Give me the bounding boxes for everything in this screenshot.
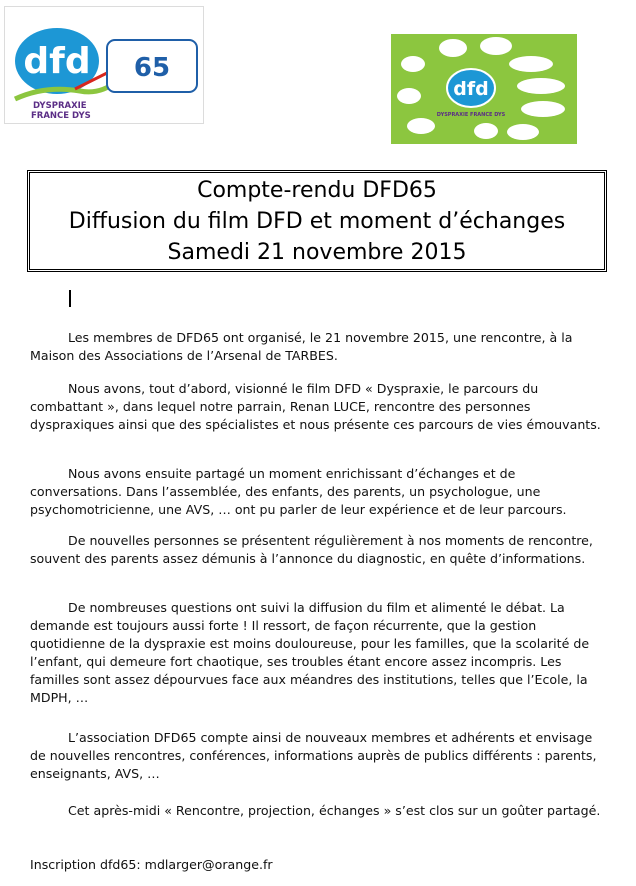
dfd-poster-image — [391, 34, 577, 144]
paragraph — [30, 329, 602, 365]
paragraph-text: Les membres de DFD65 ont organisé, le 21 novembre 2015, une rencontre, à la Maison des Associations de l’Arsenal de TARBES. — [30, 330, 573, 363]
paragraph-text: Nous avons, tout d’abord, visionné le film DFD « Dyspraxie, le parcours du combattant », dans lequel notre parrain, Renan LUCE, rencontre des personnes dyspraxiques ainsi que des spécialistes et nous présente ces parcours de vies émouvants. — [30, 381, 601, 432]
title-line-2: Diffusion du film DFD et moment d’échanges — [68, 209, 566, 234]
paragraph-text: Nous avons ensuite partagé un moment enrichissant d’échanges et de conversations. Dans l’assemblée, des enfants, des parents, un psychologue, une psychomotricienne, une AVS, … ont pu parler de leur expérience et de leur parcours. — [30, 466, 567, 517]
title-line-1: Compte-rendu DFD65 — [197, 178, 437, 203]
dfd65-logo — [4, 6, 204, 124]
paragraph-text: De nouvelles personnes se présentent régulièrement à nos moments de rencontre, souvent des parents assez démunis à l’annonce du diagnostic, en quête d’informations. — [30, 533, 593, 566]
paragraph — [30, 380, 602, 434]
logo-monogram: dfd — [23, 41, 91, 82]
paragraph — [30, 599, 602, 707]
logo-tagline-2: FRANCE DYS — [31, 111, 91, 121]
paragraph-text: De nombreuses questions ont suivi la diffusion du film et alimenté le débat. La demande est toujours aussi forte ! Il ressort, de façon récurrente, que la gestion quotidienne de la dyspraxie est moins douloureuse, pour les familles, que la scolarité de l’enfant, qui demeure fort chaotique, ses troubles étant encore assez incompris. Les familles sont assez dépourvues face aux méandres des institutions, telles que l’Ecole, la MDPH, … — [30, 600, 590, 705]
logo-badge: 65 — [133, 53, 171, 83]
title-box — [27, 170, 607, 272]
logo-tagline-1: DYSPRAXIE — [33, 101, 87, 111]
paragraph — [30, 802, 602, 820]
paragraph-text: L’association DFD65 compte ainsi de nouveaux membres et adhérents et envisage de nouvelles rencontres, conférences, informations auprès de publics différents : parents, enseignants, AVS, … — [30, 730, 597, 781]
paragraph — [30, 465, 602, 519]
title-line-3: Samedi 21 novembre 2015 — [167, 240, 467, 265]
contact-line: Inscription dfd65: mdlarger@orange.fr — [30, 857, 273, 872]
text-cursor — [69, 290, 71, 307]
poster-monogram: dfd — [453, 78, 489, 100]
paragraph — [30, 532, 602, 568]
paragraph-text: Cet après-midi « Rencontre, projection, échanges » s’est clos sur un goûter partagé. — [68, 803, 601, 818]
poster-tagline: DYSPRAXIE FRANCE DYS — [436, 112, 506, 118]
paragraph — [30, 729, 602, 783]
